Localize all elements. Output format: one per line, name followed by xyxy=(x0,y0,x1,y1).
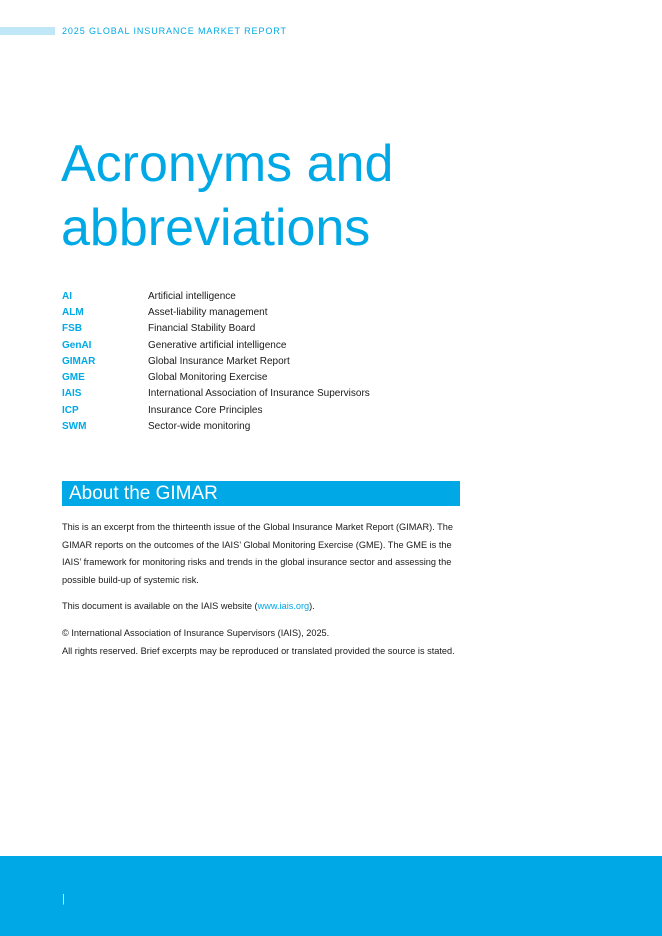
acronym-term: GME xyxy=(62,372,85,384)
header-accent-bar xyxy=(0,27,55,35)
acronym-definition: Financial Stability Board xyxy=(148,323,256,335)
acronym-term: AI xyxy=(62,290,72,302)
report-header: 2025 GLOBAL INSURANCE MARKET REPORT xyxy=(62,26,287,36)
website-link[interactable]: www.iais.org xyxy=(257,601,310,612)
acronym-row xyxy=(62,321,522,337)
availability-prefix: This document is available on the IAIS website ( xyxy=(62,601,258,612)
acronym-definition: Global Monitoring Exercise xyxy=(148,372,268,384)
acronym-row xyxy=(62,386,522,402)
acronym-term: GenAI xyxy=(62,339,92,351)
footer-band xyxy=(0,856,662,936)
acronym-row xyxy=(62,304,522,320)
acronym-definition: International Association of Insurance Supervisors xyxy=(148,388,370,400)
about-paragraph: This is an excerpt from the thirteenth issue of the Global Insurance Market Report (GIMAR). The GIMAR reports on the outcomes of the IAIS’ Global Monitoring Exercise (GME). The GME is the IAIS’ framework for monitoring risks and trends in the global insurance sector and assessing the possible build-up of systemic risk. xyxy=(62,522,453,585)
page-number: | xyxy=(62,893,65,905)
acronym-definition: Generative artificial intelligence xyxy=(148,339,287,351)
acronym-definition: Asset-liability management xyxy=(148,306,268,318)
acronym-list xyxy=(62,288,522,435)
acronym-term: ICP xyxy=(62,404,79,416)
about-section-heading: About the GIMAR xyxy=(62,481,460,506)
acronym-definition: Sector-wide monitoring xyxy=(148,421,251,433)
acronym-definition: Global Insurance Market Report xyxy=(148,355,290,367)
availability-suffix: ). xyxy=(309,601,315,612)
acronym-definition: Artificial intelligence xyxy=(148,290,236,302)
acronym-term: IAIS xyxy=(62,388,82,400)
acronym-row xyxy=(62,337,522,353)
acronym-term: ALM xyxy=(62,306,84,318)
acronym-row xyxy=(62,402,522,418)
page-title-line-2: abbreviations xyxy=(61,199,371,257)
page-title-line-1: Acronyms and xyxy=(61,135,394,193)
acronym-definition: Insurance Core Principles xyxy=(148,404,263,416)
about-section-body xyxy=(62,519,462,669)
availability-paragraph xyxy=(62,598,462,616)
acronym-term: FSB xyxy=(62,323,82,335)
acronym-row xyxy=(62,353,522,369)
acronym-row xyxy=(62,369,522,385)
acronym-term: SWM xyxy=(62,421,87,433)
acronym-row xyxy=(62,288,522,304)
copyright-paragraph xyxy=(62,625,462,660)
copyright-line: © International Association of Insurance Supervisors (IAIS), 2025. xyxy=(62,627,330,638)
rights-statement: All rights reserved. Brief excerpts may be reproduced or translated provided the source is stated. xyxy=(62,645,455,656)
page-title xyxy=(61,132,581,260)
acronym-row xyxy=(62,418,522,434)
acronym-term: GIMAR xyxy=(62,355,96,367)
